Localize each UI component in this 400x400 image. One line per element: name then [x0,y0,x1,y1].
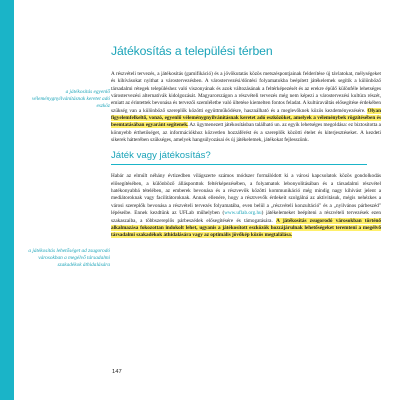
sidebar-note-2: a játékosítás lehetőséget ad zsugorodó városokban a megélvő társadalmi szakadékok áthidalására [28,248,110,268]
paragraph-1 [111,71,381,144]
subsection-title: Játék vagy játékosítás? [111,150,211,162]
paragraph-1-outro: Az ügymenezett játékosításban található un. az egyik lehetséges megoldása: ez biztosította a könnyebb érthetőséget, az információkhoz közvetlen hozzáférést és a szereplők közötti ételet és kiterjesztéseket. A kezdeti sikerek hátterében szükséges, amelyek hangsúlyozásai és új játékelemek, játékokat fejlesszünk. [111,122,381,144]
paragraph-2-intro: Habár az elmúlt néhány évtizedben világszerte számos módszer formálódott ki a városi kapcsolatok közös gondolkodás elősegítésében, a különböző állásponttok feltérképezésében, a folyamatok lebonyolításában és a társadalmi részvétel hatékonyabbá tételében, az emberek bevonása és a részvevők közötti kommunikáció még mindig nagy kihívást jelent a mediátoroknak vagy facilitátoroknak. Annak ellenére, hogy a résztvevők érdekeit szolgálná az aktivitásuk, mégis nehézkes a városi szereplők bevonása a részvételi tervezés folyamatába, even belül a „részvételi konzultáció" és a „nyilvános párbeszéd" lépéseibe. Ennek kezdtünk az UFLab műhelyben ( [111,173,381,217]
subsection-divider [111,164,367,165]
page-number: 147 [112,369,122,375]
sidebar-note-1: a játékosítás egyenlő véleménygnyilvánításnak keretet adó eszköz [31,89,110,109]
paragraph-2 [111,173,381,239]
paragraph-2-highlight: A játékosítás zsugorodó városokban történő alkalmazása fokozottan indokolt lehet, ugyanis a játékosított eszközök hozzájárulnak lehetőségeket teremteni a megélvő társadalmi szakadékok áthidalására vagy az optimális jövőkép közös megtalálása. [111,217,382,239]
paragraph-1-highlight: Olyan figyelemfelkeltő, vonzó, egyenlő véleménygnyilvánításnak keretet adó eszközöket, amelyek a véleménybek rögzítésében és beemtatásában egyaránt segítenek. [111,107,382,129]
paragraph-1-intro: A részvételi tervezés, a játékosítás (gamifikáció) és a jövőkutatás közös metszéspontjainak felderítése új távlatokat, mélységeket és kihívásokat nyithat a várostervezésben. A várostervezési/döntési folyamatokba beépített játékelemek segítik a különböző társadalmi rétegek településhez való viszonyának és azok változásának a feltérképezését és az erekre épülő különféle lehetséges várostervezési alternatívák kidolgozását. Magyarországon a részvételi tervezés még nem képezi a várostervezési kultúra részét, emiatt az érintettek bevonása és tervezői szemléletbe való ültetése kiemelten fontos feladat. A kultúraváltás elősegítése érdekében szükség van a különböző szereplők közötti együttműködésre, használható és a meglevőknek közös kezdeményezésére. [111,71,381,114]
paragraph-2-mid: ) játékelemeket beépíteni a részvételi tervezések ezen szakaszaiba, a többszereplős párbeszédek elősegítésére és támogatására. [111,210,381,224]
accent-bar [0,0,14,400]
section-title: Játékosítás a települési térben [111,44,273,58]
main-content [111,44,381,240]
uflab-link[interactable]: www.uflab.org.hu [224,210,262,217]
